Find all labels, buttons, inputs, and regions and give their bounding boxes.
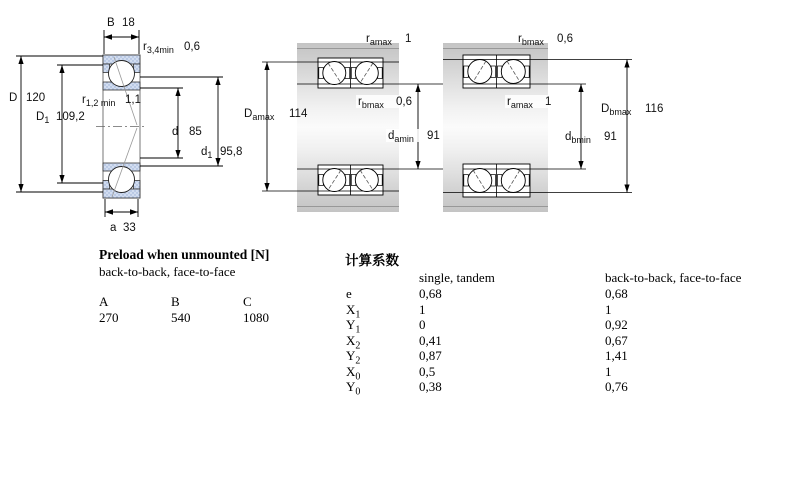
dim-label-d: d <box>172 126 179 138</box>
preload-table <box>99 247 315 326</box>
bearing-pair-bottom <box>318 165 383 195</box>
factors-col1-header: single, tandem <box>419 270 495 285</box>
single-bearing-section <box>96 55 147 198</box>
dim-label-D: D <box>9 92 18 104</box>
dim-value-Dbmax: 116 <box>645 103 664 115</box>
preload-col-c: C <box>243 294 252 309</box>
dim-label-B: B <box>107 17 115 29</box>
dim-label-Dbmax: $D_{bmax}$ <box>601 103 632 117</box>
ball-top <box>109 61 135 87</box>
bearing-pair-top <box>318 58 383 88</box>
dim-label-Damax: $D_{amax}$ <box>244 108 275 122</box>
bearing-pair-top-b <box>463 55 530 88</box>
factors-row-x1: $X_1$ 1 1 <box>346 301 612 321</box>
paired-arrangement-b <box>443 43 632 212</box>
bearing-diagram <box>0 0 800 245</box>
dim-value-d: 85 <box>189 126 202 138</box>
factors-table-title: 计算系数 <box>345 253 399 268</box>
dim-label-rbmax-mid: $r_{bmax}$ <box>358 96 384 110</box>
dim-value-a: 33 <box>123 222 136 234</box>
factors-row-y1: $Y_1$ 0 0,92 <box>346 317 628 336</box>
dim-value-ramax-right: 1 <box>545 96 552 108</box>
dim-value-damin: 91 <box>427 130 440 142</box>
dim-label-ramax-mid: $r_{amax}$ <box>366 33 392 47</box>
preload-val-c: 1080 <box>243 310 269 325</box>
factors-row-e: e 0,68 0,68 <box>346 286 628 301</box>
paired-arrangement-a <box>262 43 463 212</box>
dim-value-r12: 1,1 <box>125 94 141 106</box>
dim-value-ramax-mid: 1 <box>405 33 412 45</box>
factors-row-y0: $Y_0$ 0,38 0,76 <box>346 379 628 398</box>
factors-row-x0: $X_0$ 0,5 1 <box>346 363 612 383</box>
dim-label-rbmax-right: $r_{bmax}$ <box>518 33 544 47</box>
dim-label-dbmin: $d_{bmin}$ <box>565 131 591 145</box>
factors-col2-header: back-to-back, face-to-face <box>605 270 742 285</box>
dim-label-ramax-right: $r_{amax}$ <box>507 96 533 110</box>
preload-table-values <box>99 310 315 326</box>
dim-value-r34: 0,6 <box>184 41 200 53</box>
dim-label-damin: $d_{amin}$ <box>388 130 414 144</box>
factors-table-rows <box>346 286 628 398</box>
dim-value-D: 120 <box>26 92 46 104</box>
dim-label-D1: $D_1$ <box>36 111 50 125</box>
dim-label-r12: $r_{1,2 min}$ <box>82 94 116 108</box>
dim-value-Damax: 114 <box>289 108 308 120</box>
bearing-pair-bottom-b <box>463 164 530 197</box>
dim-value-rbmax-right: 0,6 <box>557 33 573 45</box>
dim-value-B: 18 <box>122 17 135 29</box>
preload-col-a: A <box>99 294 109 309</box>
dim-label-d1: $d_1$ <box>201 146 213 160</box>
dim-value-D1: 109,2 <box>56 111 85 123</box>
dim-label-r34: $r_{3,4min}$ <box>143 41 174 55</box>
preload-col-b: B <box>171 294 180 309</box>
preload-table-subtitle: back-to-back, face-to-face <box>99 264 236 279</box>
dim-value-rbmax-mid: 0,6 <box>396 96 412 108</box>
preload-table-headers <box>99 294 315 310</box>
factors-row-y2: $Y_2$ 0,87 1,41 <box>346 348 628 367</box>
preload-table-title: Preload when unmounted [N] <box>99 247 270 262</box>
preload-val-b: 540 <box>171 310 191 325</box>
preload-val-a: 270 <box>99 310 119 325</box>
dim-label-a: a <box>110 222 117 234</box>
factors-row-x2: $X_2$ 0,41 0,67 <box>346 332 628 352</box>
dim-value-d1: 95,8 <box>220 146 243 158</box>
dim-value-dbmin: 91 <box>604 131 617 143</box>
